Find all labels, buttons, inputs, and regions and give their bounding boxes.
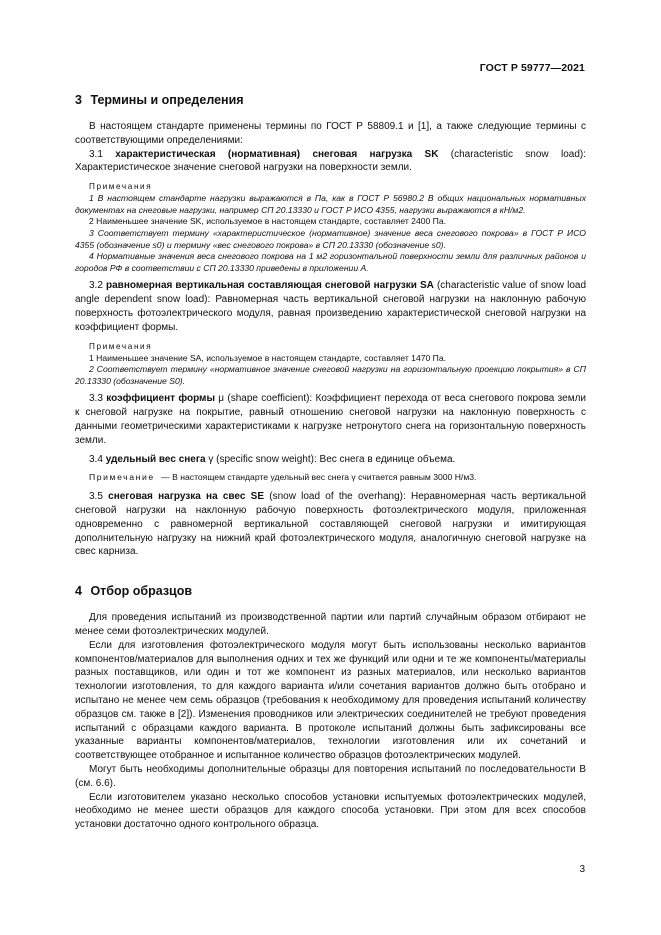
note-3-4-label: Примечание	[89, 472, 155, 483]
section-3-number: 3	[75, 93, 82, 107]
note-3-1-item: 2 Наименьшее значение SK, используемое в настоящем стандарте, составляет 2400 Па.	[89, 216, 447, 227]
page-number: 3	[579, 864, 585, 875]
term-3-5	[75, 490, 586, 559]
term-3-5-name: снеговая нагрузка на свес SE	[108, 491, 264, 503]
term-3-2-number: 3.2	[89, 280, 103, 292]
note-3-4	[75, 471, 586, 483]
term-3-1	[75, 148, 586, 176]
section-4-number: 4	[75, 584, 82, 599]
term-3-4-name: удельный вес снега	[105, 453, 206, 465]
notes-3-2-heading: Примечания	[89, 341, 153, 351]
section-4-paragraph: Если для изготовления фотоэлектрического модуля могут быть использованы несколько вариантов компонентов/материалов для выполнения одних и тех же функций или одни и те же компоненты/материалы разных поставщиков, или один и тот же компонент из разных материалов, или несколько вариантов технологии изготовления, то для каждого варианта и/или сочетания вариантов должно быть отобрано и испытано не менее чем семь образцов (требования к необходимому для проведения испытаний количеству образцов см. также в [2]). Изменения проводников или электрических соединителей не требуют проведения испытаний с образцами каждого варианта. В протоколе испытаний должны быть зафиксированы все указанные варианты компонентов/материалов, технологии изготовления или их сочетаний и соответствующее отобранное и испытанное количество образцов фотоэлектрических модулей.	[75, 639, 586, 762]
section-4-paragraph: Если изготовителем указано несколько способов установки испытуемых фотоэлектрических модулей, необходимо не менее шести образцов для каждого способа установки. При этом для всех способов установки достаточно одного контрольного образца.	[75, 791, 586, 831]
term-3-5-number: 3.5	[89, 491, 103, 503]
note-3-4-text: — В настоящем стандарте удельный вес снега γ считается равным 3000 Н/м3.	[161, 472, 477, 483]
section-4-title: Отбор образцов	[90, 584, 193, 599]
term-3-3-definition: (shape coefficient): Коэффициент перехода от веса снегового покрова земли к снеговой нагрузке на покрытие, равный отношению снеговой нагрузки на наклонную поверхность с данными геометрическими характеристиками к нагрузке нетронутого снега на горизонтальную поверхность земли.	[75, 393, 587, 446]
section-4-paragraph: Могут быть необходимы дополнительные образцы для повторения испытаний по последовательности В (см. 6.6).	[75, 764, 586, 789]
notes-3-1-heading: Примечания	[89, 182, 153, 192]
section-3-heading	[75, 92, 586, 108]
term-3-5-definition: (snow load of the overhang): Неравномерная часть вертикальной снеговой нагрузки на наклонную рабочую поверхность фотоэлектрического модуля, приложенная одновременно с равномерной вертикальной составляющей снеговой нагрузки и имитирующая дополнительную нагрузку на нижний край фотоэлектрического модуля, аналогичную снеговой нагрузке на свес карниза.	[75, 491, 586, 558]
term-3-3-number: 3.3	[89, 393, 103, 405]
term-3-4-definition: (specific snow weight): Вес снега в единице объема.	[216, 453, 456, 465]
term-3-1-name: характеристическая (нормативная) снеговая нагрузка SK	[115, 148, 439, 160]
term-3-3-name: коэффициент формы	[106, 393, 215, 405]
standard-code: ГОСТ Р 59777—2021	[479, 62, 585, 74]
section-4-paragraph: Для проведения испытаний из производственной партии или партий случайным образом отбирают не менее семи фотоэлектрических модулей.	[75, 612, 586, 638]
term-3-1-definition: (characteristic snow load): Характеристическое значение снеговой нагрузки на поверхности земли.	[75, 148, 586, 174]
term-3-4-number: 3.4	[89, 453, 103, 465]
section-4-heading	[75, 583, 586, 599]
term-3-2-definition: (characteristic value of snow load angle dependent snow load): Равномерная часть вертикальной снеговой нагрузки на наклонную рабочую поверхность фотоэлектрического модуля, равная произведению характеристической снеговой нагрузки на коэффициент формы.	[75, 280, 587, 333]
note-3-1-item: 3 Соответствует термину «характеристическое (нормативное) значение веса снегового покрова» в ГОСТ Р ИСО 4355 (обозначение s0) и термину «вес снегового покрова» в СП 20.13330 (обозначение s0).	[75, 227, 586, 250]
term-3-4	[75, 453, 586, 467]
section-3-intro: В настоящем стандарте применены термины по ГОСТ Р 58809.1 и [1], а также следующие термины с соответствующими определениями:	[75, 121, 586, 146]
term-3-2	[75, 279, 586, 334]
note-3-1-item: 4 Нормативные значения веса снегового покрова на 1 м2 горизонтальной поверхности земли для различных районов и городов РФ в соответствии с СП 20.13330 приведены в приложении А.	[75, 251, 586, 273]
note-3-2-item: 1 Наименьшее значение SA, используемое в настоящем стандарте, составляет 1470 Па.	[89, 352, 447, 363]
term-3-2-name: равномерная вертикальная составляющая снеговой нагрузки SA	[106, 280, 434, 292]
term-3-3	[75, 392, 586, 447]
note-3-1-item: 1 В настоящем стандарте нагрузки выражаются в Па, как в ГОСТ Р 56980.2 В общих национальных нормативных документах на снеговые нагрузки, например СП 20.13330 и ГОСТ Р ИСО 4355, нагрузки выражаются в кН/м2.	[75, 193, 586, 215]
page-content	[75, 92, 586, 832]
term-3-4-symbol: γ	[208, 453, 214, 465]
term-3-3-symbol: μ	[218, 393, 225, 405]
term-3-1-number: 3.1	[89, 148, 103, 160]
section-3-title: Термины и определения	[90, 93, 244, 107]
note-3-2-item: 2 Соответствует термину «нормативное значение снеговой нагрузки на горизонтальную проекцию покрытия» в СП 20.13330 (обозначение S0).	[75, 364, 586, 386]
